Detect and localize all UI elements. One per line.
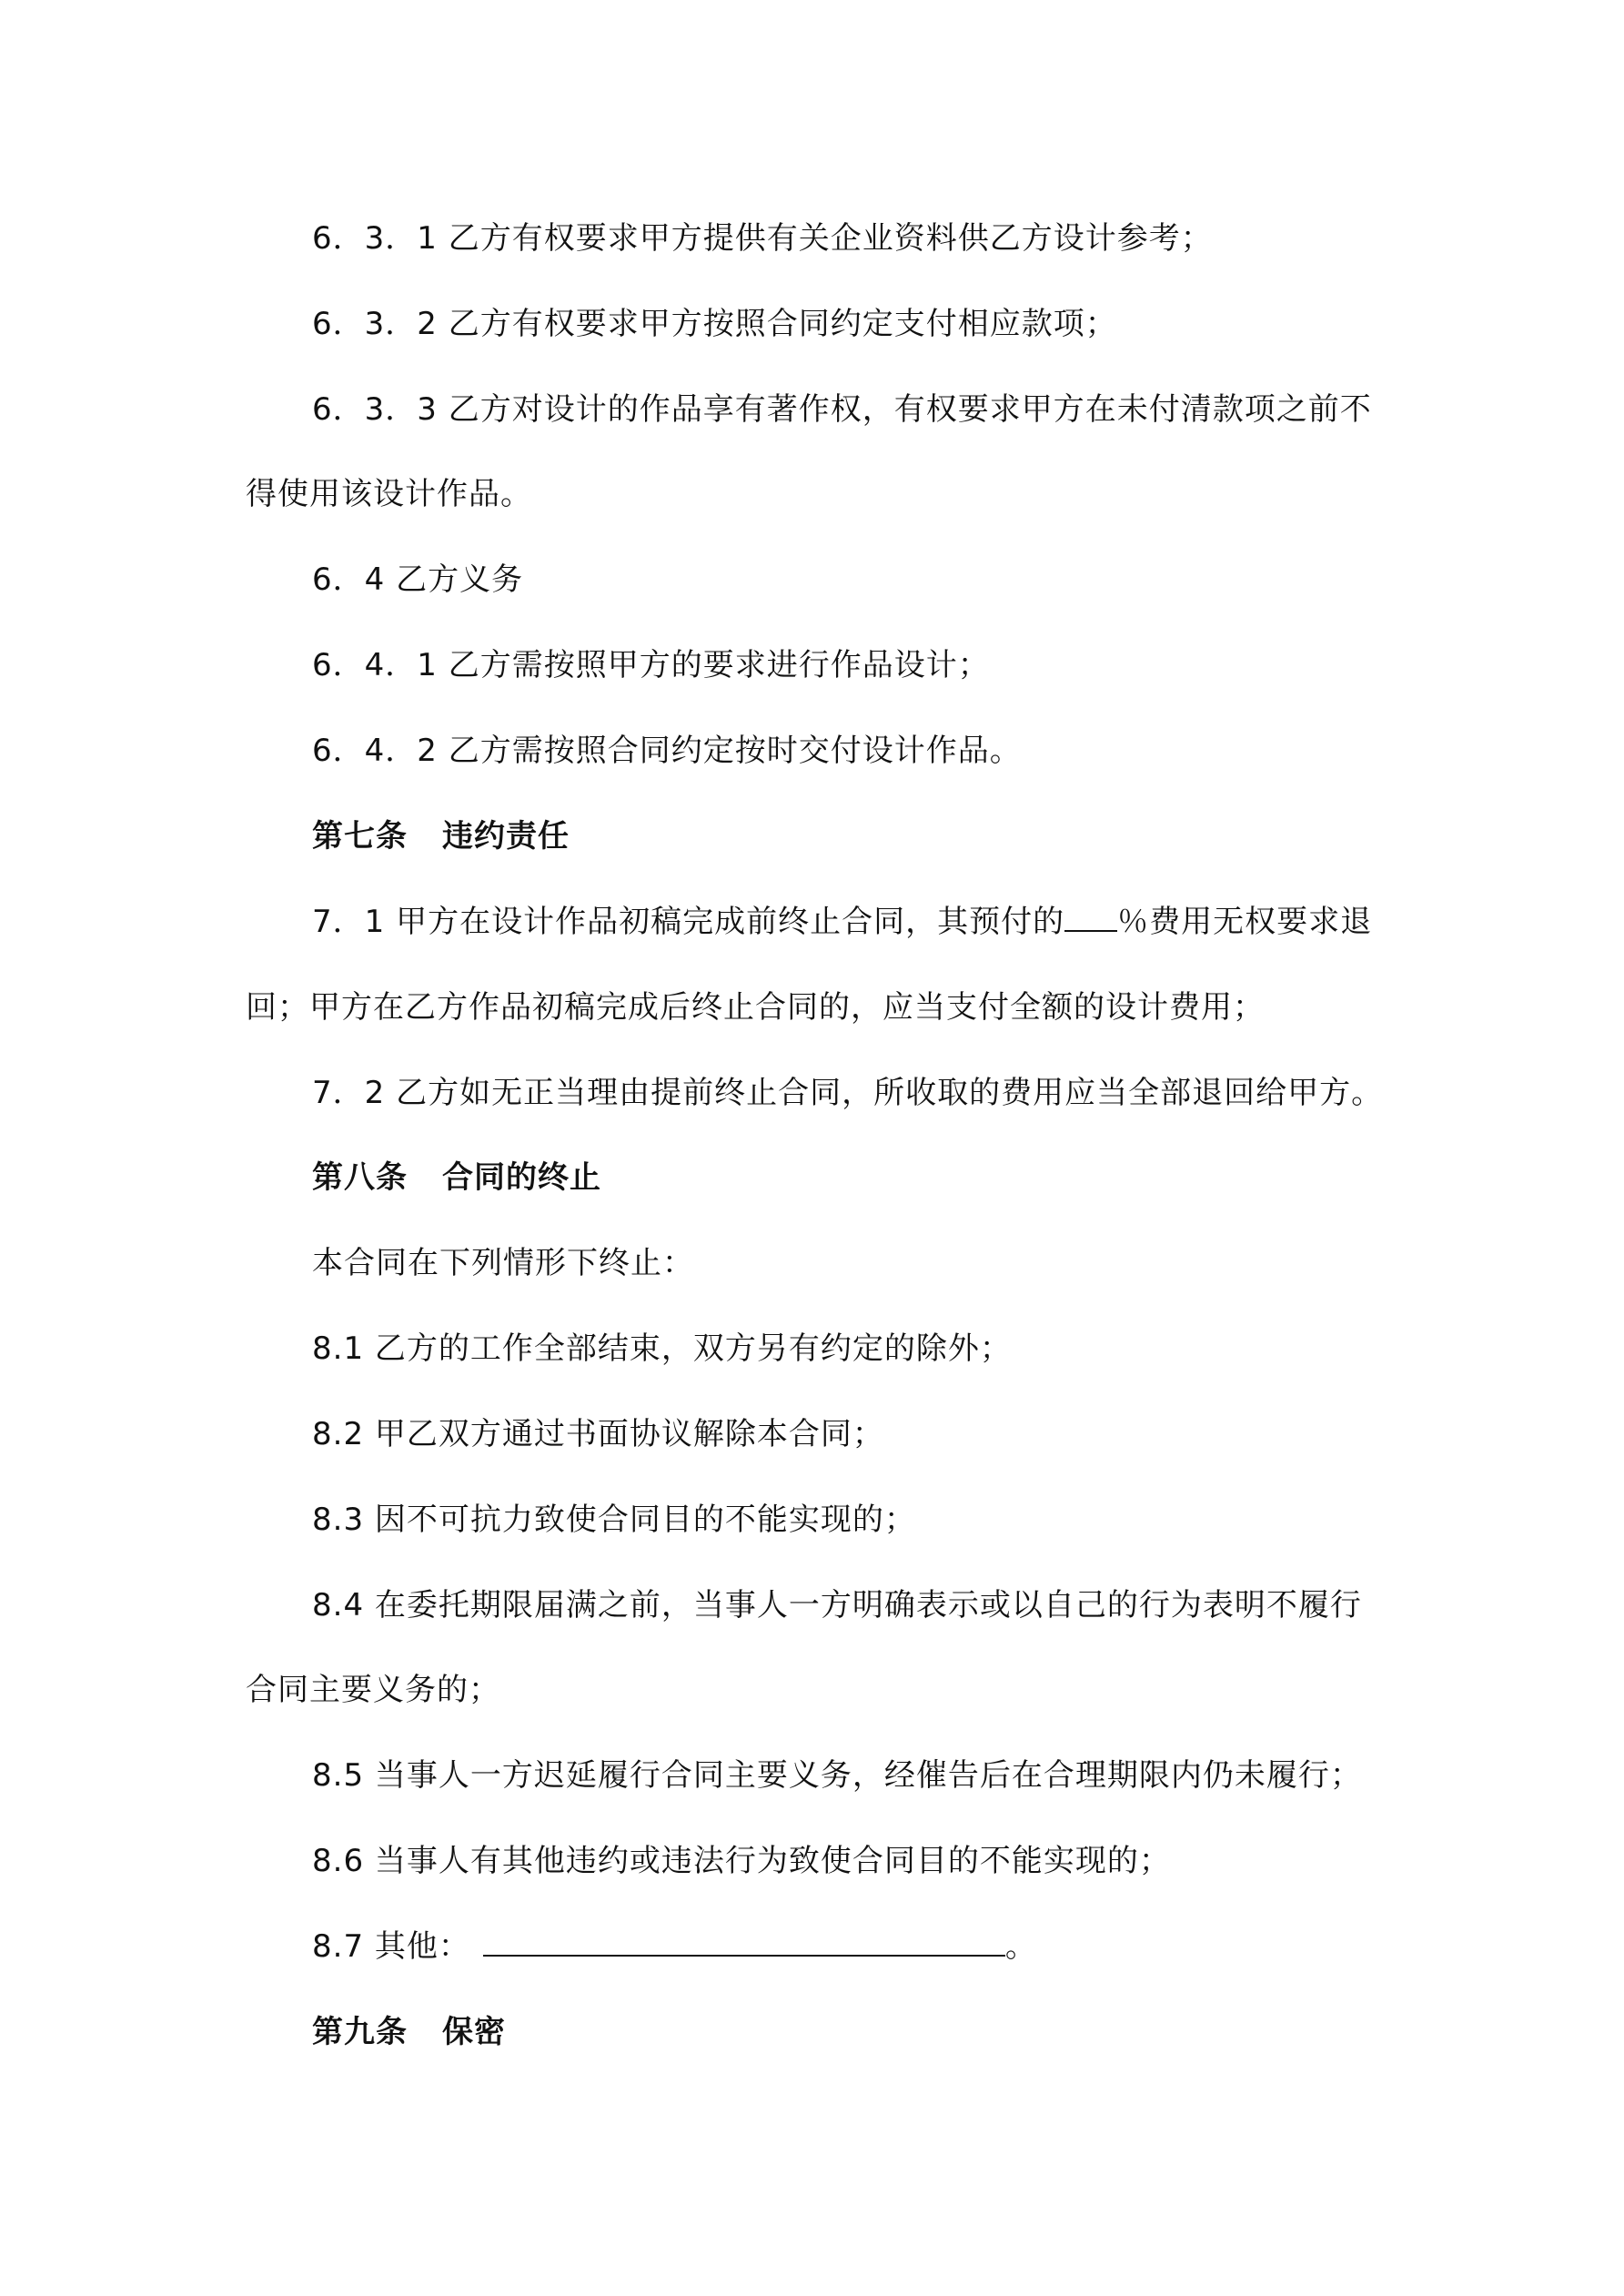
article-9-heading [312, 2011, 506, 2053]
clause-6-4-1: 6．4．1 乙方需按照甲方的要求进行作品设计； [312, 647, 990, 683]
article-8-heading [312, 1157, 601, 1199]
article-8-number: 第八条 [312, 1159, 408, 1196]
clause-6-3-3-continued: 得使用该设计作品。 [246, 476, 532, 512]
clause-8-7-label: 8.7 其他： [312, 1928, 470, 1965]
clause-8-5: 8.5 当事人一方迟延履行合同主要义务，经催告后在合理期限内仍未履行； [312, 1757, 1362, 1794]
clause-8-4: 8.4 在委托期限届满之前，当事人一方明确表示或以自己的行为表明不履行 [312, 1587, 1362, 1623]
article-9-title: 保密 [442, 2014, 506, 2050]
clause-8-3: 8.3 因不可抗力致使合同目的不能实现的； [312, 1502, 916, 1538]
clause-7-2: 7．2 乙方如无正当理由提前终止合同，所收取的费用应当全部退回给甲方。 [312, 1075, 1384, 1111]
article-7-heading [312, 815, 570, 857]
clause-8-7 [312, 1926, 1037, 1967]
article-8-title: 合同的终止 [442, 1159, 601, 1196]
article-7-title: 违约责任 [442, 818, 570, 855]
clause-8-2: 8.2 甲乙双方通过书面协议解除本合同； [312, 1416, 884, 1452]
clause-6-4-2: 6．4．2 乙方需按照合同约定按时交付设计作品。 [312, 733, 1022, 769]
clause-7-1-text-b: ％费用无权要求退 [1117, 904, 1373, 940]
clause-8-6: 8.6 当事人有其他违约或违法行为致使合同目的不能实现的； [312, 1843, 1171, 1879]
clause-7-1-text-a: 7．1 甲方在设计作品初稿完成前终止合同，其预付的 [312, 904, 1065, 940]
clause-8-1: 8.1 乙方的工作全部结束，双方另有约定的除外； [312, 1330, 1012, 1367]
article-9-number: 第九条 [312, 2014, 408, 2050]
clause-7-1 [312, 901, 1372, 943]
percentage-blank [1064, 903, 1117, 932]
clause-6-4: 6．4 乙方义务 [312, 561, 524, 598]
article-8-intro: 本合同在下列情形下终止： [312, 1245, 694, 1281]
clause-8-4-continued: 合同主要义务的； [246, 1672, 500, 1708]
clause-6-3-3: 6．3．3 乙方对设计的作品享有著作权，有权要求甲方在未付清款项之前不 [312, 391, 1372, 428]
clause-6-3-2: 6．3．2 乙方有权要求甲方按照合同约定支付相应款项； [312, 306, 1117, 342]
clause-6-3-1: 6．3．1 乙方有权要求甲方提供有关企业资料供乙方设计参考； [312, 220, 1213, 257]
other-blank [483, 1927, 1005, 1957]
article-7-number: 第七条 [312, 818, 408, 855]
clause-8-7-end: 。 [1004, 1928, 1037, 1965]
clause-7-1-continued: 回；甲方在乙方作品初稿完成后终止合同的，应当支付全额的设计费用； [246, 989, 1265, 1026]
